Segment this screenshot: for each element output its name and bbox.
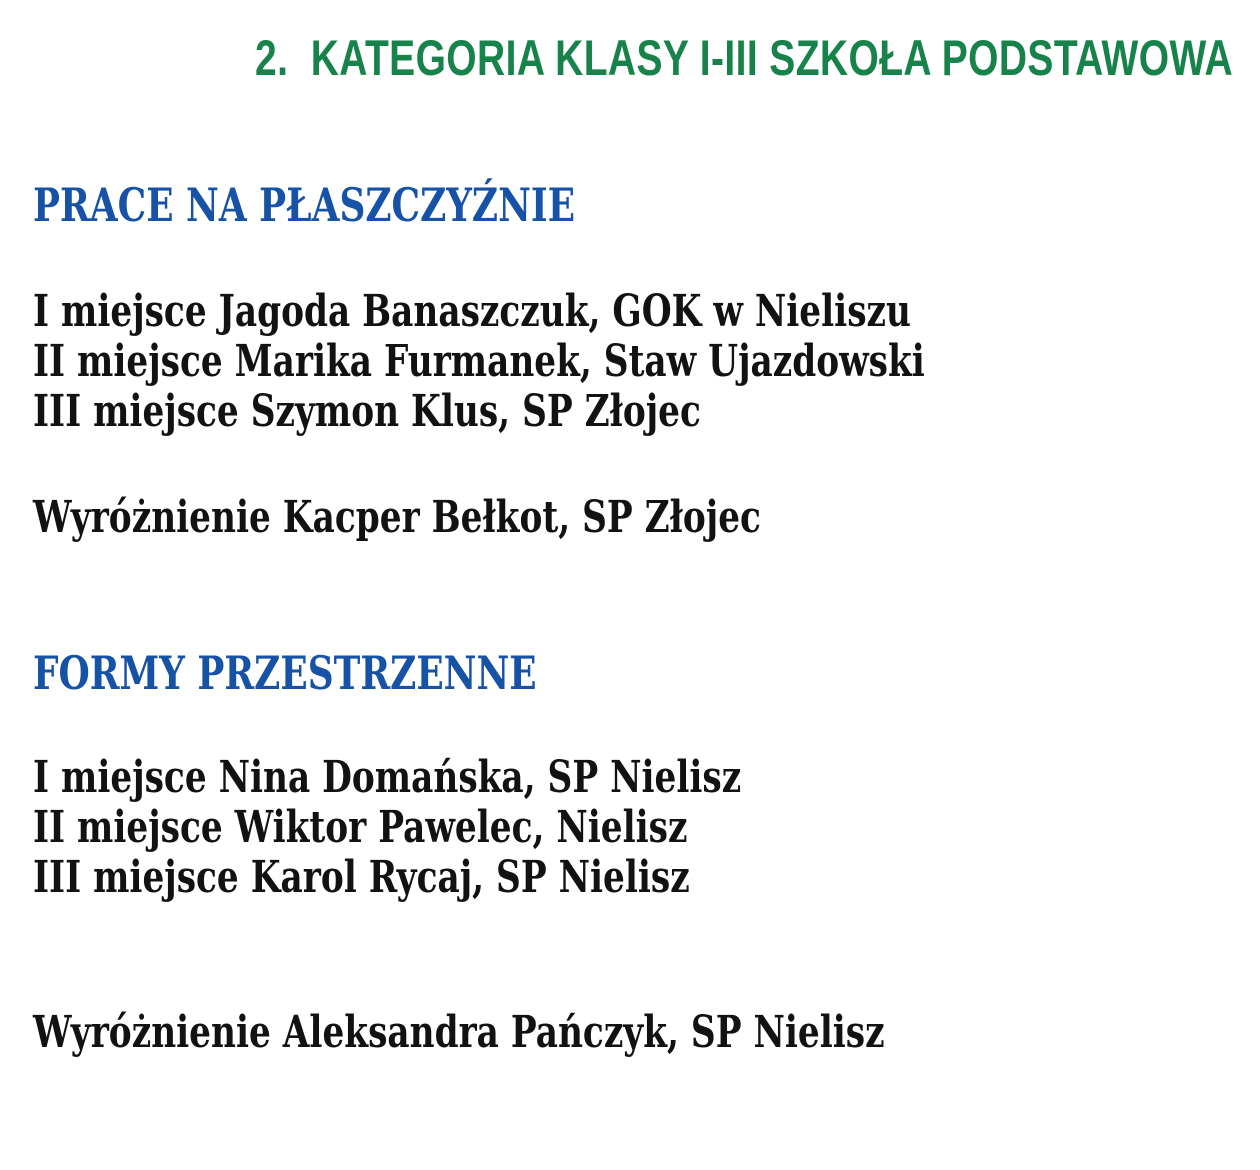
section-heading (33, 180, 728, 231)
distinction-line (33, 494, 966, 542)
place-line-third (33, 388, 889, 436)
place-line-text: III miejsce Karol Rycaj, SP Nielisz (33, 852, 690, 903)
place-line-text: III miejsce Szymon Klus, SP Złojec (33, 386, 701, 437)
distinction-line-text: Wyróżnienie Aleksandra Pańczyk, SP Nielisz (33, 1007, 885, 1058)
section-heading-text: FORMY PRZESTRZENNE (33, 646, 537, 700)
place-line-second (33, 804, 872, 852)
distinction-line-text: Wyróżnienie Kacper Bełkot, SP Złojec (33, 492, 761, 543)
distinction-line (33, 1009, 1125, 1057)
place-line-text: II miejsce Marika Furmanek, Staw Ujazdowski (33, 336, 925, 387)
place-line-second (33, 338, 1176, 386)
section-heading (33, 648, 679, 699)
page-title (255, 31, 1260, 86)
page-title-text: 2. KATEGORIA KLASY I-III SZKOŁA PODSTAWOWA (255, 30, 1234, 86)
place-line-first (33, 754, 941, 802)
place-line-text: I miejsce Jagoda Banaszczuk, GOK w Nieliszu (33, 286, 911, 337)
place-line-text: I miejsce Nina Domańska, SP Nielisz (33, 752, 742, 803)
place-line-third (33, 854, 875, 902)
place-line-text: II miejsce Wiktor Pawelec, Nielisz (33, 802, 688, 853)
place-line-first (33, 288, 1159, 336)
section-heading-text: PRACE NA PŁASZCZYŹNIE (33, 178, 576, 232)
